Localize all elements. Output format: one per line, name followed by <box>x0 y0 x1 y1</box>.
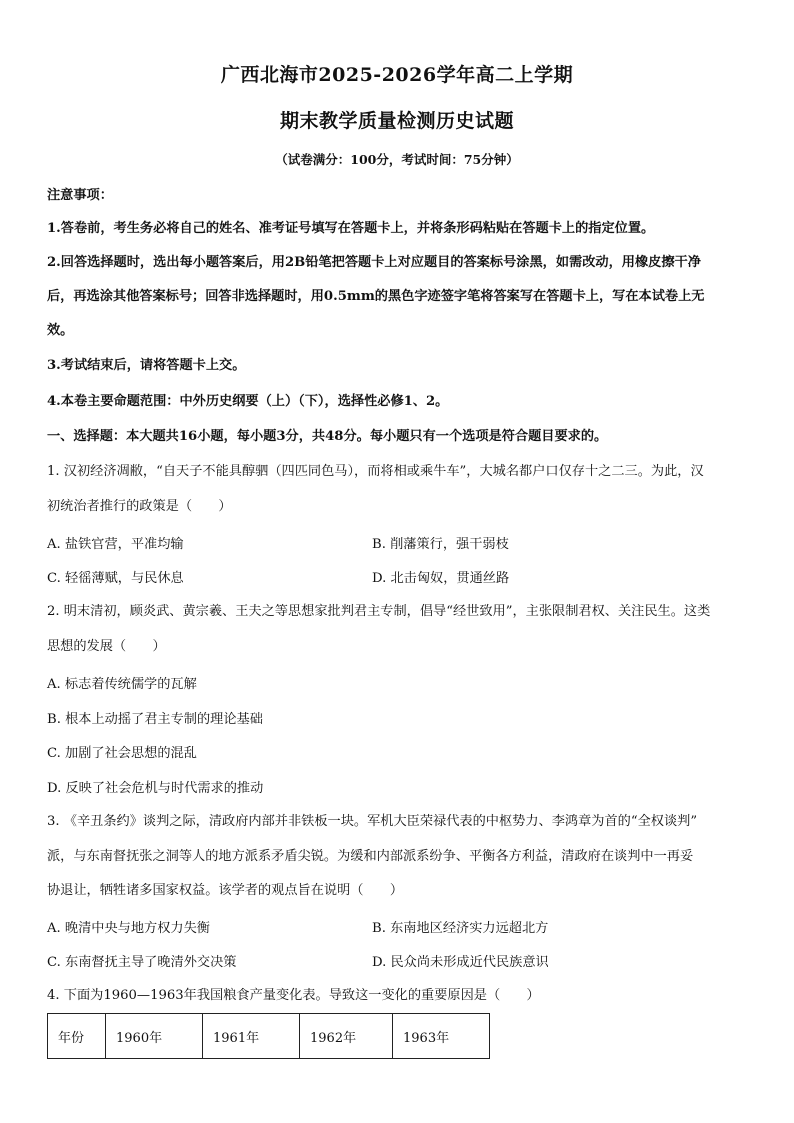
table-header-cell: 年份 <box>48 1014 106 1059</box>
question-1-option-b: B. 削藩策行，强干弱枝 <box>372 537 509 552</box>
question-3-line3: 协退让，牺牲诸多国家权益。该学者的观点旨在说明（ ） <box>47 883 404 898</box>
question-1-option-a: A. 盐铁官营，平准均输 <box>47 537 184 552</box>
question-3-line2: 派，与东南督抚张之洞等人的地方派系矛盾尖锐。为缓和内部派系纷争、平衡各方利益，清政府在谈判中一再妥 <box>47 849 694 864</box>
question-1-option-c: C. 轻徭薄赋，与民休息 <box>47 571 184 586</box>
question-1-option-d: D. 北击匈奴，贯通丝路 <box>372 571 510 586</box>
question-3-option-a: A. 晚清中央与地方权力失衡 <box>47 921 210 936</box>
question-3-option-b: B. 东南地区经济实力远超北方 <box>372 921 549 936</box>
question-1-line1: 1. 汉初经济凋敝，“自天子不能具醇驷（四匹同色马），而将相或乘牛车”，大城名都户口仅存十之二三。为此，汉 <box>47 464 704 479</box>
notice-heading: 注意事项： <box>47 188 113 203</box>
question-2-line1: 2. 明末清初，顾炎武、黄宗羲、王夫之等思想家批判君主专制，倡导“经世致用”，主张限制君权、关注民生。这类 <box>47 604 711 619</box>
notice-item-3: 3.考试结束后，请将答题卡上交。 <box>47 358 246 373</box>
question-3-option-d: D. 民众尚未形成近代民族意识 <box>372 955 549 970</box>
notice-item-1: 1.答卷前，考生务必将自己的姓名、准考证号填写在答题卡上，并将条形码粘贴在答题卡上的指定位置。 <box>47 221 655 236</box>
question-2-option-c: C. 加剧了社会思想的混乱 <box>47 746 197 761</box>
question-1-line2: 初统治者推行的政策是（ ） <box>47 499 232 514</box>
question-3-option-c: C. 东南督抚主导了晚清外交决策 <box>47 955 237 970</box>
notice-item-2-line1: 2.回答选择题时，选出每小题答案后，用2B铅笔把答题卡上对应题目的答案标号涂黑，如需改动，用橡皮擦干净 <box>47 255 701 270</box>
section-heading: 一、选择题：本大题共16小题，每小题3分，共48分。每小题只有一个选项是符合题目要求的。 <box>47 429 608 444</box>
question-2-option-b: B. 根本上动摇了君主专制的理论基础 <box>47 712 263 727</box>
question-3-line1: 3. 《辛丑条约》谈判之际，清政府内部并非铁板一块。军机大臣荣禄代表的中枢势力、李鸿章为首的“全权谈判” <box>47 814 698 829</box>
question-2-line2: 思想的发展（ ） <box>47 639 166 654</box>
table-header-cell: 1960年 <box>106 1014 203 1059</box>
notice-item-2-line2: 后，再选涂其他答案标号；回答非选择题时，用0.5mm的黑色字迹签字笔将答案写在答题卡上，写在本试卷上无 <box>47 289 705 304</box>
notice-item-2-line3: 效。 <box>47 323 74 338</box>
table-header-cell: 1962年 <box>300 1014 393 1059</box>
table-header-cell: 1963年 <box>393 1014 490 1059</box>
exam-title-line2: 期末教学质量检测历史试题 <box>279 110 514 132</box>
question-2-option-a: A. 标志着传统儒学的瓦解 <box>47 677 197 692</box>
grain-output-table <box>47 1013 490 1059</box>
question-2-option-d: D. 反映了社会危机与时代需求的推动 <box>47 781 264 796</box>
question-4-line1: 4. 下面为1960—1963年我国粮食产量变化表。导致这一变化的重要原因是（ ） <box>47 988 540 1003</box>
table-row <box>48 1014 490 1059</box>
table-header-cell: 1961年 <box>203 1014 300 1059</box>
notice-item-4: 4.本卷主要命题范围：中外历史纲要（上）（下），选择性必修1、2。 <box>47 394 449 409</box>
exam-subtitle: （试卷满分：100分，考试时间：75分钟） <box>275 152 519 167</box>
exam-title-line1: 广西北海市2025-2026学年高二上学期 <box>220 64 574 86</box>
